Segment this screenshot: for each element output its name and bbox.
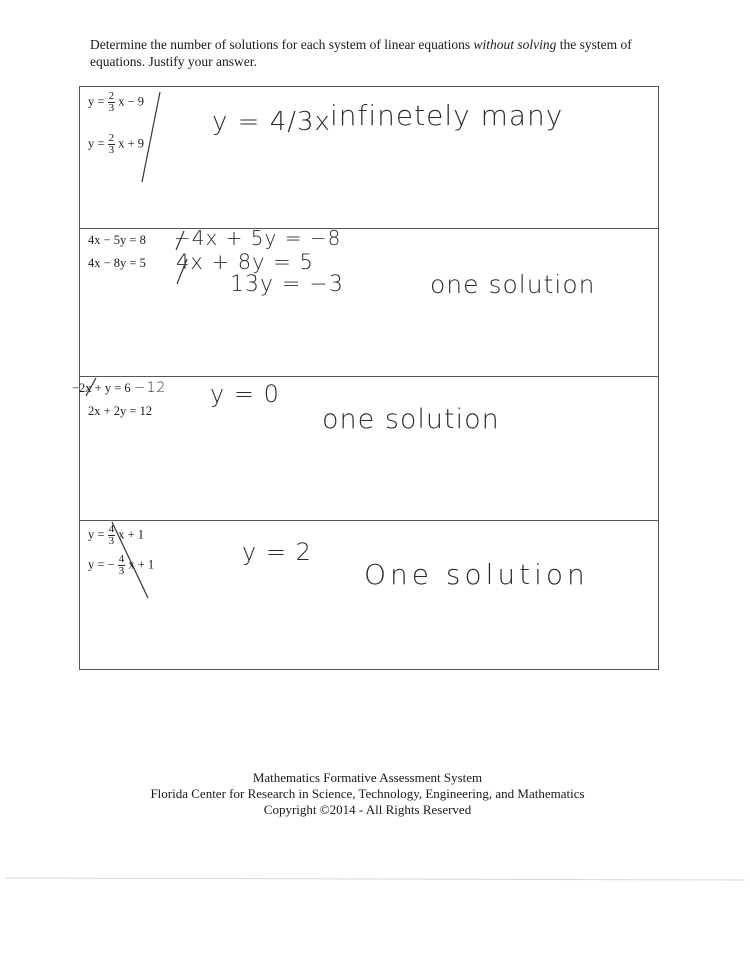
equation-1b: y = $\frac{2}{3}$ x + 9 <box>88 132 144 156</box>
equation-3a: −2x + y = 6 −12 <box>72 380 167 396</box>
equation-1a: y = $\frac{2}{3}$ x − 9 <box>88 90 144 114</box>
equation-2b: 4x − 8y = 5 <box>88 256 146 270</box>
instructions-text: Determine the number of solutions for each system of linear equations <box>90 37 474 52</box>
handwritten-answer-1: infinetely many <box>330 99 564 132</box>
equation-2a: 4x − 5y = 8 <box>88 233 146 247</box>
handwritten-answer-3: one solution <box>322 404 500 435</box>
handwritten-work-2b: 4x + 8y = 5 <box>176 250 314 274</box>
problem-row-1 <box>80 87 658 229</box>
scan-edge-line <box>5 878 745 880</box>
footer-line-3: Copyright ©2014 - All Rights Reserved <box>263 802 472 817</box>
footer-line-2: Florida Center for Research in Science, Technology, Engineering, and Mathematics <box>150 786 585 801</box>
problem-row-2 <box>80 228 658 377</box>
equation-3b: 2x + 2y = 12 <box>88 404 153 418</box>
equation-4a: y = $\frac{4}{3}$ x + 1 <box>88 523 144 547</box>
handwritten-work-4: y = 2 <box>242 538 312 566</box>
instructions-emphasis: without solving <box>473 37 557 52</box>
handwritten-work-2c: 13y = −3 <box>230 272 344 297</box>
equation-4b: y = − $\frac{4}{3}$ x + 1 <box>88 553 155 577</box>
handwritten-work-3: y = 0 <box>210 380 280 408</box>
handwritten-work-2a: −4x + 5y = −8 <box>174 226 342 250</box>
problem-row-4 <box>80 520 658 669</box>
handwritten-answer-4: One solution <box>364 558 589 591</box>
handwritten-answer-2: one solution <box>430 270 596 299</box>
problem-row-3 <box>72 376 658 521</box>
handwritten-work-1: y = 4/3x <box>212 107 331 137</box>
instructions-text-end: the system of equations. Justify your answer. <box>90 37 632 69</box>
footer <box>0 770 735 818</box>
footer-line-1: Mathematics Formative Assessment System <box>252 770 483 785</box>
instructions <box>90 36 650 70</box>
problem-table <box>72 86 659 670</box>
